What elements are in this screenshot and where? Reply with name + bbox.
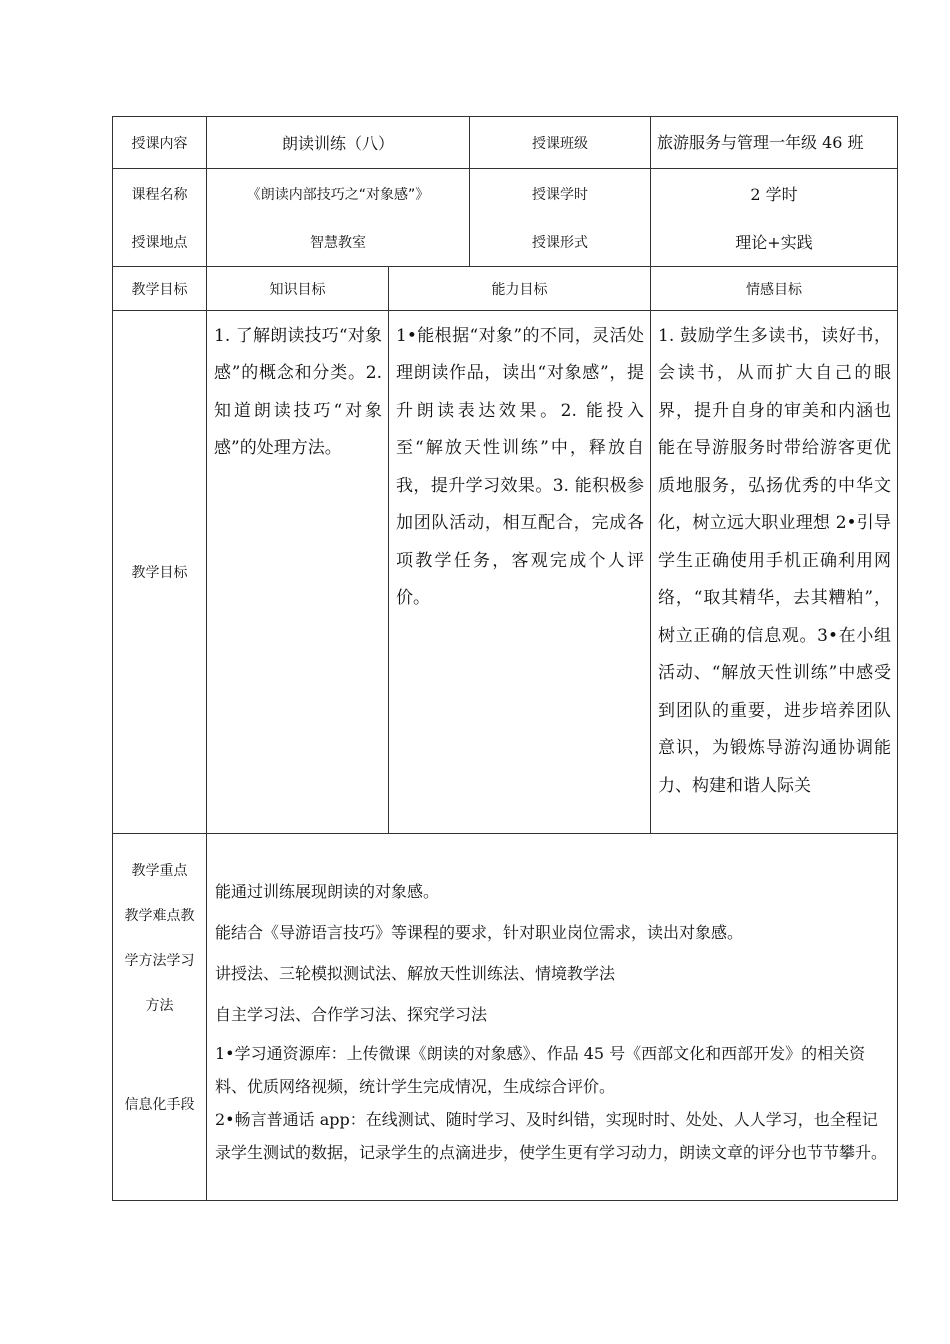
- row-goals: [113, 311, 898, 834]
- place-value: 智慧教室: [310, 234, 366, 251]
- difficult-point-text: 能结合《导游语言技巧》等课程的要求，针对职业岗位需求，读出对象感。: [215, 923, 744, 942]
- course-place-values: [207, 169, 470, 267]
- hours-label: 授课学时: [532, 186, 589, 203]
- knowledge-goal-text: 1. 了解朗读技巧“对象感”的概念和分类。2. 知道朗读技巧“对象感”的处理方法。: [214, 325, 382, 458]
- goals-header-label: 教学目标: [113, 267, 207, 311]
- knowledge-goal-cell: [207, 311, 389, 834]
- row-course-place: [113, 169, 898, 267]
- info-text-1: 1•学习通资源库：上传微课《朗读的对象感》、作品 45 号《西部文化和西部开发》的相关资料、优质网络视频，统计学生完成情况，生成综合评价。: [215, 1044, 866, 1096]
- row-content: [113, 117, 898, 169]
- emotion-goal-cell: [651, 311, 898, 834]
- bottom-content-cell: [207, 834, 898, 1201]
- hours-value: 2 学时: [750, 185, 798, 204]
- bottom-labels: [113, 838, 206, 1197]
- bottom-labels-cell: [113, 834, 207, 1201]
- course-place-labels: [113, 169, 207, 267]
- course-label: 课程名称: [131, 186, 188, 203]
- method-label-line2: 方法: [145, 997, 174, 1014]
- knowledge-goal-header: 知识目标: [207, 267, 389, 311]
- hours-form-values: [651, 169, 898, 267]
- hours-form-labels: [470, 169, 651, 267]
- row-goals-header: [113, 267, 898, 311]
- place-label: 授课地点: [131, 234, 188, 251]
- learn-method-text: 自主学习法、合作学习法、探究学习法: [215, 1005, 488, 1024]
- class-label: 授课班级: [470, 117, 651, 169]
- form-value: 理论+实践: [735, 233, 813, 252]
- lesson-plan-table: [112, 116, 898, 1201]
- difficult-point-label: 教学难点教: [124, 907, 195, 924]
- ability-goal-cell: [389, 311, 651, 834]
- method-label-line1: 学方法学习: [124, 952, 195, 969]
- goals-label: 教学目标: [113, 311, 207, 834]
- key-point-text: 能通过训练展现朗读的对象感。: [215, 882, 440, 901]
- info-means-label: 信息化手段: [124, 1096, 195, 1113]
- class-value: 旅游服务与管理一年级 46 班: [651, 117, 898, 169]
- content-label: 授课内容: [113, 117, 207, 169]
- content-value: 朗读训练（八）: [207, 117, 470, 169]
- info-text-2: 2•畅言普通话 app：在线测试、随时学习、及时纠错，实现时时、处处、人人学习，也全程记录学生测试的数据，记录学生的点滴进步，使学生更有学习动力，朗读文章的评分也节节攀升。: [215, 1110, 888, 1162]
- row-key-method-info: [113, 834, 898, 1201]
- key-point-label: 教学重点: [131, 862, 188, 879]
- ability-goal-header: 能力目标: [389, 267, 651, 311]
- ability-goal-text: 1•能根据“对象”的不同，灵活处理朗读作品，读出“对象感”，提升朗读表达效果。2. 能投入至“解放天性训练”中，释放自我，提升学习效果。3. 能积极参加团队活动，相互配合，完成各项教学任务，客观完成个人评价。: [396, 325, 645, 608]
- course-value: 《朗读内部技巧之“对象感”》: [246, 186, 430, 203]
- emotion-goal-header: 情感目标: [651, 267, 898, 311]
- teach-method-text: 讲授法、三轮模拟测试法、解放天性训练法、情境教学法: [215, 964, 616, 983]
- emotion-goal-text: 1. 鼓励学生多读书，读好书，会读书，从而扩大自己的眼界，提升自身的审美和内涵也能在导游服务时带给游客更优质地服务，弘扬优秀的中华文化，树立远大职业理想 2•引导学生正确使用手机正确利用网络，“取其精华，去其糟粕”，树立正确的信息观。3•在小组活动、“解放天性训练”中感受到团队的重要，进步培养团队意识，为锻炼导游沟通协调能力、构建和谐人际关: [658, 325, 892, 796]
- form-label: 授课形式: [532, 234, 589, 251]
